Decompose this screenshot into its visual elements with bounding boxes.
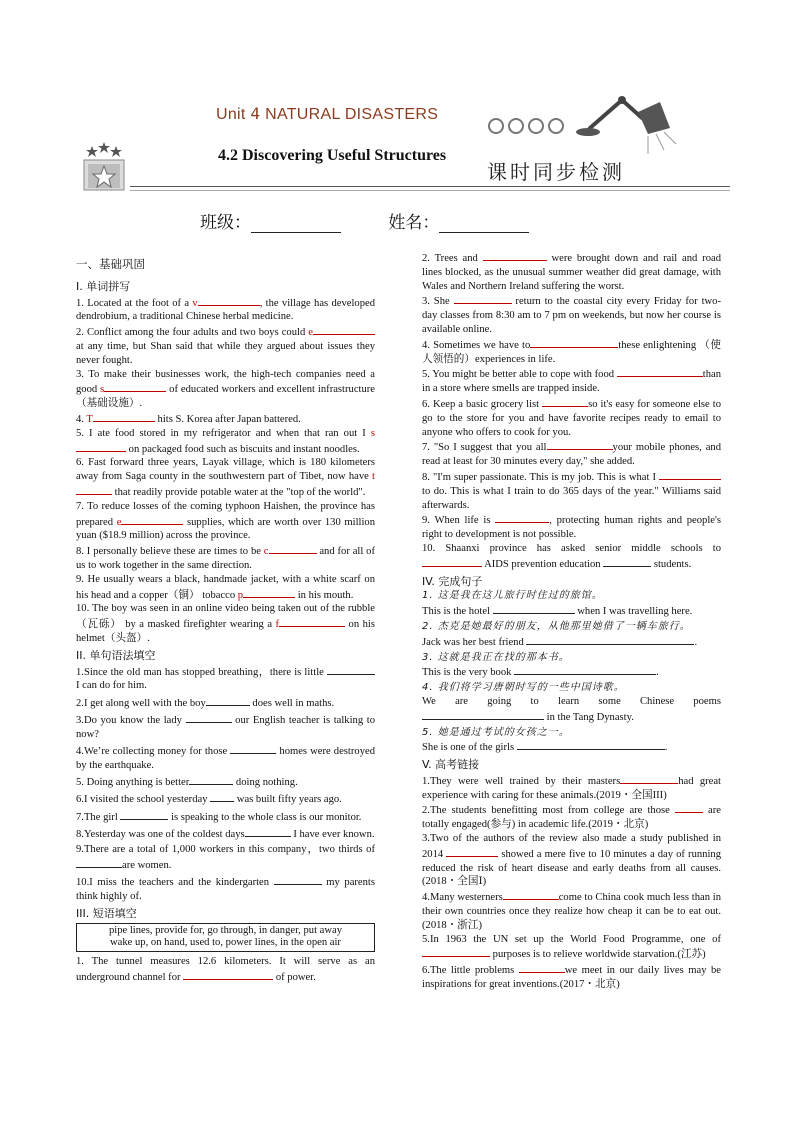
lesson-title: 4.2 Discovering Useful Structures: [218, 147, 447, 164]
question-text: We are going to learn some Chinese poems: [422, 695, 721, 707]
question-text: 1.Since the old man has stopped breathing，there is little: [76, 666, 327, 678]
question-item: [422, 634, 721, 650]
question-text: 9. When life is: [422, 515, 496, 527]
hint-letter: s: [370, 427, 375, 439]
question-item: [422, 439, 721, 469]
part-title: I. 单词拼写: [76, 279, 131, 293]
answer-blank[interactable]: [446, 846, 498, 857]
phrase-fill-list: [76, 955, 375, 985]
answer-blank[interactable]: [121, 514, 183, 525]
question-item: [422, 469, 721, 512]
question-text: was built fifty years ago.: [234, 794, 342, 806]
part-title: V. 高考链接: [422, 758, 480, 772]
answer-blank[interactable]: [454, 293, 512, 304]
question-text: 4.We’re collecting money for those: [76, 746, 231, 757]
question-text: 2.The students benefitting most from college are those: [422, 805, 675, 817]
answer-blank[interactable]: [243, 587, 295, 598]
question-item: [76, 774, 375, 790]
question-item: [76, 368, 375, 411]
question-text: 2.I get along well with the boy: [76, 697, 206, 709]
question-text: .: [694, 636, 698, 648]
chinese-prompt: 4. 我们将学习唐朝时写的一些中国诗歌。: [422, 682, 625, 694]
question-item: [76, 843, 375, 873]
question-text: on his helmet（头盔）.: [76, 619, 375, 644]
section-title: 一、基础巩固: [76, 257, 145, 271]
answer-blank[interactable]: [483, 250, 547, 261]
answer-blank[interactable]: [206, 695, 250, 706]
question-text: 5. Doing anything is better: [76, 777, 190, 789]
question-text: so it's easy for someone else to go to the store for you and have favorite recipes ready to email to anyone who offers to cook for you.: [422, 398, 721, 438]
answer-blank[interactable]: [76, 484, 112, 495]
name-blank[interactable]: [439, 216, 529, 233]
student-info-row: [200, 208, 571, 233]
question-text: 9. He usually wears a black, handmade jacket, with a white scarf on his head and a copper（铜） tobacco: [76, 573, 375, 601]
answer-blank[interactable]: [503, 889, 559, 900]
answer-blank[interactable]: [186, 712, 232, 723]
question-item: [422, 512, 721, 542]
question-text: .: [664, 742, 668, 754]
question-text: She is one of the girls: [422, 742, 517, 754]
complete-sentence-list: [422, 589, 721, 755]
question-text: are totally engaged(参与) in academic life.(2019・北京): [422, 805, 721, 831]
question-text: 7.The girl: [76, 811, 121, 823]
name-label: 姓名：: [388, 213, 440, 233]
question-item: [76, 573, 375, 603]
question-text: I can do for him.: [76, 680, 147, 692]
question-text: our English teacher is talking to now?: [76, 714, 375, 740]
hint-letter: p: [237, 589, 244, 601]
question-item: [422, 773, 721, 803]
question-item: [76, 543, 375, 573]
question-item: [76, 695, 375, 711]
question-text: 1.They were well trained by their masters: [422, 775, 621, 787]
question-text: 2. Trees and: [422, 253, 483, 264]
question-text: in the Tang Dynasty.: [544, 711, 634, 723]
answer-blank[interactable]: [422, 946, 490, 957]
answer-blank[interactable]: [327, 664, 375, 675]
question-text: 10.I miss the teachers and the kindergarten: [76, 877, 274, 889]
question-text: that readily provide potable water at the "top of the world".: [112, 486, 366, 498]
answer-blank[interactable]: [120, 809, 168, 820]
chinese-prompt: 3. 这就是我正在找的那本书。: [422, 651, 570, 663]
answer-blank[interactable]: [422, 556, 482, 567]
header-divider: [130, 186, 730, 187]
chinese-prompt: 1. 这是我在这儿旅行时住过的旅馆。: [422, 590, 603, 602]
question-text: than in a store where smells are trapped inside.: [422, 369, 721, 395]
question-text: This is the hotel: [422, 606, 493, 618]
hint-letter: e: [308, 327, 313, 339]
answer-blank[interactable]: [269, 543, 317, 554]
question-text: and for all of us to work together in the same direction.: [76, 546, 375, 571]
answer-blank[interactable]: [230, 743, 276, 754]
question-text: This is the very book: [422, 667, 515, 679]
question-text: your mobile phones, and read at least for 30 minutes every day," she added.: [422, 442, 721, 468]
question-item: [76, 456, 375, 499]
question-text: supplies, which are worth over 130 million yuan ($18.9 million) across the province.: [76, 516, 375, 542]
hint-letter: f: [275, 619, 280, 631]
question-text: 9.There are a total of 1,000 workers in this company，two thirds of: [76, 844, 375, 856]
question-text: return to the coastal city every Friday for two-day classes from 8:30 am to 7 pm on weekends, but now her course is available online.: [422, 296, 721, 335]
brand-title: 课时同步检测: [487, 160, 625, 184]
question-text: 6.The little problems: [422, 965, 519, 977]
answer-blank[interactable]: [245, 826, 291, 837]
question-text: 6. Fast forward three years, Layak village, which is 180 kilometers away from Saga county in the southwestern part of Tibet, now have: [76, 457, 375, 483]
question-item: [76, 500, 375, 543]
answer-blank[interactable]: [519, 962, 565, 973]
question-item: [422, 250, 721, 293]
question-item: [422, 802, 721, 832]
question-item: [76, 743, 375, 773]
answer-blank[interactable]: [76, 857, 122, 868]
question-text: are women.: [122, 860, 172, 872]
hint-letter: e: [116, 516, 122, 528]
answer-blank[interactable]: [93, 411, 155, 422]
star-badge-icon: [78, 142, 130, 194]
question-text: of power.: [273, 971, 316, 983]
question-text: had great experience with caring for these animals.(2019・全国III): [422, 775, 721, 801]
answer-blank[interactable]: [279, 616, 345, 627]
answer-blank[interactable]: [659, 469, 721, 480]
answer-blank[interactable]: [422, 709, 544, 720]
question-text: 3. To make their businesses work, the high-tech companies need a good: [76, 368, 375, 396]
question-item: [422, 603, 721, 619]
question-item: [422, 832, 721, 889]
question-text: 6.I visited the school yesterday: [76, 794, 211, 806]
question-text: we meet in our daily lives may be inspirations for great inventions.(2017・北京): [422, 965, 721, 991]
question-text: I have ever known.: [290, 828, 375, 840]
question-text: , the village has developed dendrobium, a traditional Chinese herbal medicine.: [76, 297, 376, 323]
answer-blank[interactable]: [104, 381, 166, 392]
question-text: purposes is to relieve worldwide starvation.(江苏): [490, 949, 706, 961]
phrase-word-box: pipe lines, provide for, go through, in danger, put away wake up, on hand, used to, power lines, in the open air: [76, 923, 375, 952]
question-text: students.: [651, 558, 692, 570]
question-text: 5. I ate food stored in my refrigerator and when that ran out I: [76, 427, 371, 439]
answer-blank[interactable]: [620, 773, 678, 784]
question-text: doing nothing.: [233, 777, 298, 789]
question-text: is speaking to the whole class is our monitor.: [168, 811, 362, 823]
question-text: 1. Located at the foot of a: [76, 297, 193, 309]
class-blank[interactable]: [251, 216, 341, 233]
question-text: in his mouth.: [295, 589, 354, 601]
chinese-prompt: 2. 杰克是她最好的朋友，从他那里她借了一辆车旅行。: [422, 620, 691, 632]
answer-blank[interactable]: [542, 396, 588, 407]
answer-blank[interactable]: [617, 366, 703, 377]
answer-blank[interactable]: [517, 739, 665, 750]
page-header: [0, 0, 794, 233]
question-item: [422, 396, 721, 439]
question-item: [76, 955, 375, 985]
question-text: 10. Shaanxi province has asked senior middle schools to: [422, 542, 721, 554]
question-text: , protecting human rights and people's right to development is not possible.: [422, 515, 721, 541]
question-text: at any time, but Shan said that while they argued about issues they never fought.: [76, 340, 375, 366]
question-text: hits S. Korea after Japan battered.: [154, 413, 301, 425]
question-item: [422, 962, 721, 992]
right-column: [422, 250, 721, 992]
hint-letter: c: [263, 546, 269, 558]
question-text: 4.Many westerners: [422, 892, 503, 904]
question-text: come to China cook much less than in their own countries once they realize how cheap it can be to eat out.(2018・浙江): [422, 892, 721, 931]
question-text: when I was travelling here.: [574, 606, 693, 618]
question-text: to do. This is what I train to do 365 days of the year." Williams said afterwards.: [422, 485, 721, 511]
question-text: 3.Do you know the lady: [76, 714, 186, 726]
part-title: III. 短语填空: [76, 906, 137, 920]
answer-blank[interactable]: [495, 512, 549, 523]
question-text: 2. Conflict among the four adults and two boys could: [76, 327, 309, 339]
gaokao-link-list: [422, 773, 721, 992]
question-text: these enlightening （使人领悟的）experiences in life.: [422, 339, 721, 365]
answer-blank[interactable]: [313, 324, 375, 335]
question-text: 4. Sometimes we have to: [422, 339, 531, 351]
question-item: [76, 664, 375, 694]
question-text: homes were destroyed by the earthquake.: [76, 746, 375, 771]
question-item: [76, 602, 375, 645]
answer-blank[interactable]: [76, 441, 126, 452]
question-item: [422, 889, 721, 932]
question-item: [76, 712, 375, 742]
question-item: [422, 337, 721, 367]
question-item: [76, 809, 375, 825]
question-text: my parents think highly of.: [76, 877, 375, 903]
answer-blank[interactable]: [530, 337, 618, 348]
question-item: [76, 826, 375, 842]
question-text: Jack was her best friend: [422, 636, 527, 648]
question-text: 3.Two of the authors of the review also made a study published in 2014: [422, 833, 721, 860]
question-item: [76, 874, 375, 904]
question-text: 3. She: [422, 296, 454, 308]
part-title: II. 单句语法填空: [76, 648, 156, 662]
question-text: showed a mere five to 10 minutes a day of running reduced the risk of heart disease and early deaths from all causes.(2018・全国Ⅰ): [422, 848, 721, 888]
question-item: [422, 542, 721, 572]
hint-letter: T: [86, 413, 93, 425]
question-item: [422, 664, 721, 680]
answer-blank[interactable]: [189, 774, 233, 785]
part-title: IV. 完成句子: [422, 574, 483, 588]
answer-blank[interactable]: [183, 969, 273, 980]
question-item: [76, 427, 375, 457]
question-text: AIDS prevention education: [482, 558, 604, 570]
question-text: 4.: [76, 413, 87, 425]
hint-letter: t: [372, 471, 375, 483]
class-label: 班级：: [200, 213, 251, 233]
question-item: [422, 739, 721, 755]
word-spelling-list: [76, 295, 375, 646]
question-item: [422, 293, 721, 336]
question-item: [422, 933, 721, 963]
question-text: .: [656, 667, 659, 679]
question-text: 5. You might be better able to cope with food: [422, 369, 617, 381]
unit-title: Unit 4 NATURAL DISASTERS: [216, 104, 439, 123]
answer-blank[interactable]: [514, 664, 656, 675]
hint-letter: v: [192, 297, 198, 309]
question-item: [76, 791, 375, 807]
chinese-prompt: 5. 她是通过考试的女孩之一。: [422, 726, 570, 738]
hint-letter: s: [100, 384, 105, 396]
question-text: 5.In 1963 the UN set up the World Food Programme, one of: [422, 933, 721, 945]
question-text: 7. To reduce losses of the coming typhoon Haishen, the province has prepared: [76, 500, 375, 528]
question-item: [422, 695, 721, 725]
answer-blank[interactable]: [675, 802, 703, 813]
question-text: does well in maths.: [249, 697, 335, 709]
question-item: [422, 366, 721, 396]
question-text: 10. The boy was seen in an online video being taken out of the rubble（瓦砾） by a masked firefighter wearing a: [76, 603, 375, 631]
question-text: 6. Keep a basic grocery list: [422, 398, 543, 410]
answer-blank[interactable]: [274, 874, 322, 885]
question-item: [76, 295, 375, 325]
notebook-rings-icon: [486, 114, 576, 144]
left-column: [76, 258, 375, 984]
answer-blank[interactable]: [210, 791, 234, 802]
question-text: 7. "So I suggest that you all: [422, 442, 547, 454]
question-text: 8. I personally believe these are times to be: [76, 546, 264, 558]
question-text: were brought down and rail and road lines blocked, as the unusual summer weather did great damage, with Wales and Northern Ireland suffering the worst.: [422, 253, 721, 292]
question-text: 8. "I'm super passionate. This is my job. This is what I: [422, 471, 659, 483]
answer-blank[interactable]: [603, 556, 651, 567]
answer-blank[interactable]: [526, 634, 694, 645]
phrase-fill-list-cont: [422, 250, 721, 572]
header-divider-thin: [130, 190, 730, 191]
answer-blank[interactable]: [493, 603, 575, 614]
question-text: of educated workers and excellent infrastructure（基础设施）.: [76, 384, 375, 410]
question-text: on packaged food such as biscuits and instant noodles.: [126, 443, 360, 455]
question-item: [76, 324, 375, 367]
question-item: [76, 411, 375, 427]
answer-blank[interactable]: [198, 295, 260, 306]
grammar-fill-list: [76, 664, 375, 904]
question-text: 1. The tunnel measures 12.6 kilometers. It will serve as an underground channel for: [76, 955, 375, 983]
question-text: 8.Yesterday was one of the coldest days: [76, 828, 245, 840]
answer-blank[interactable]: [547, 439, 613, 450]
